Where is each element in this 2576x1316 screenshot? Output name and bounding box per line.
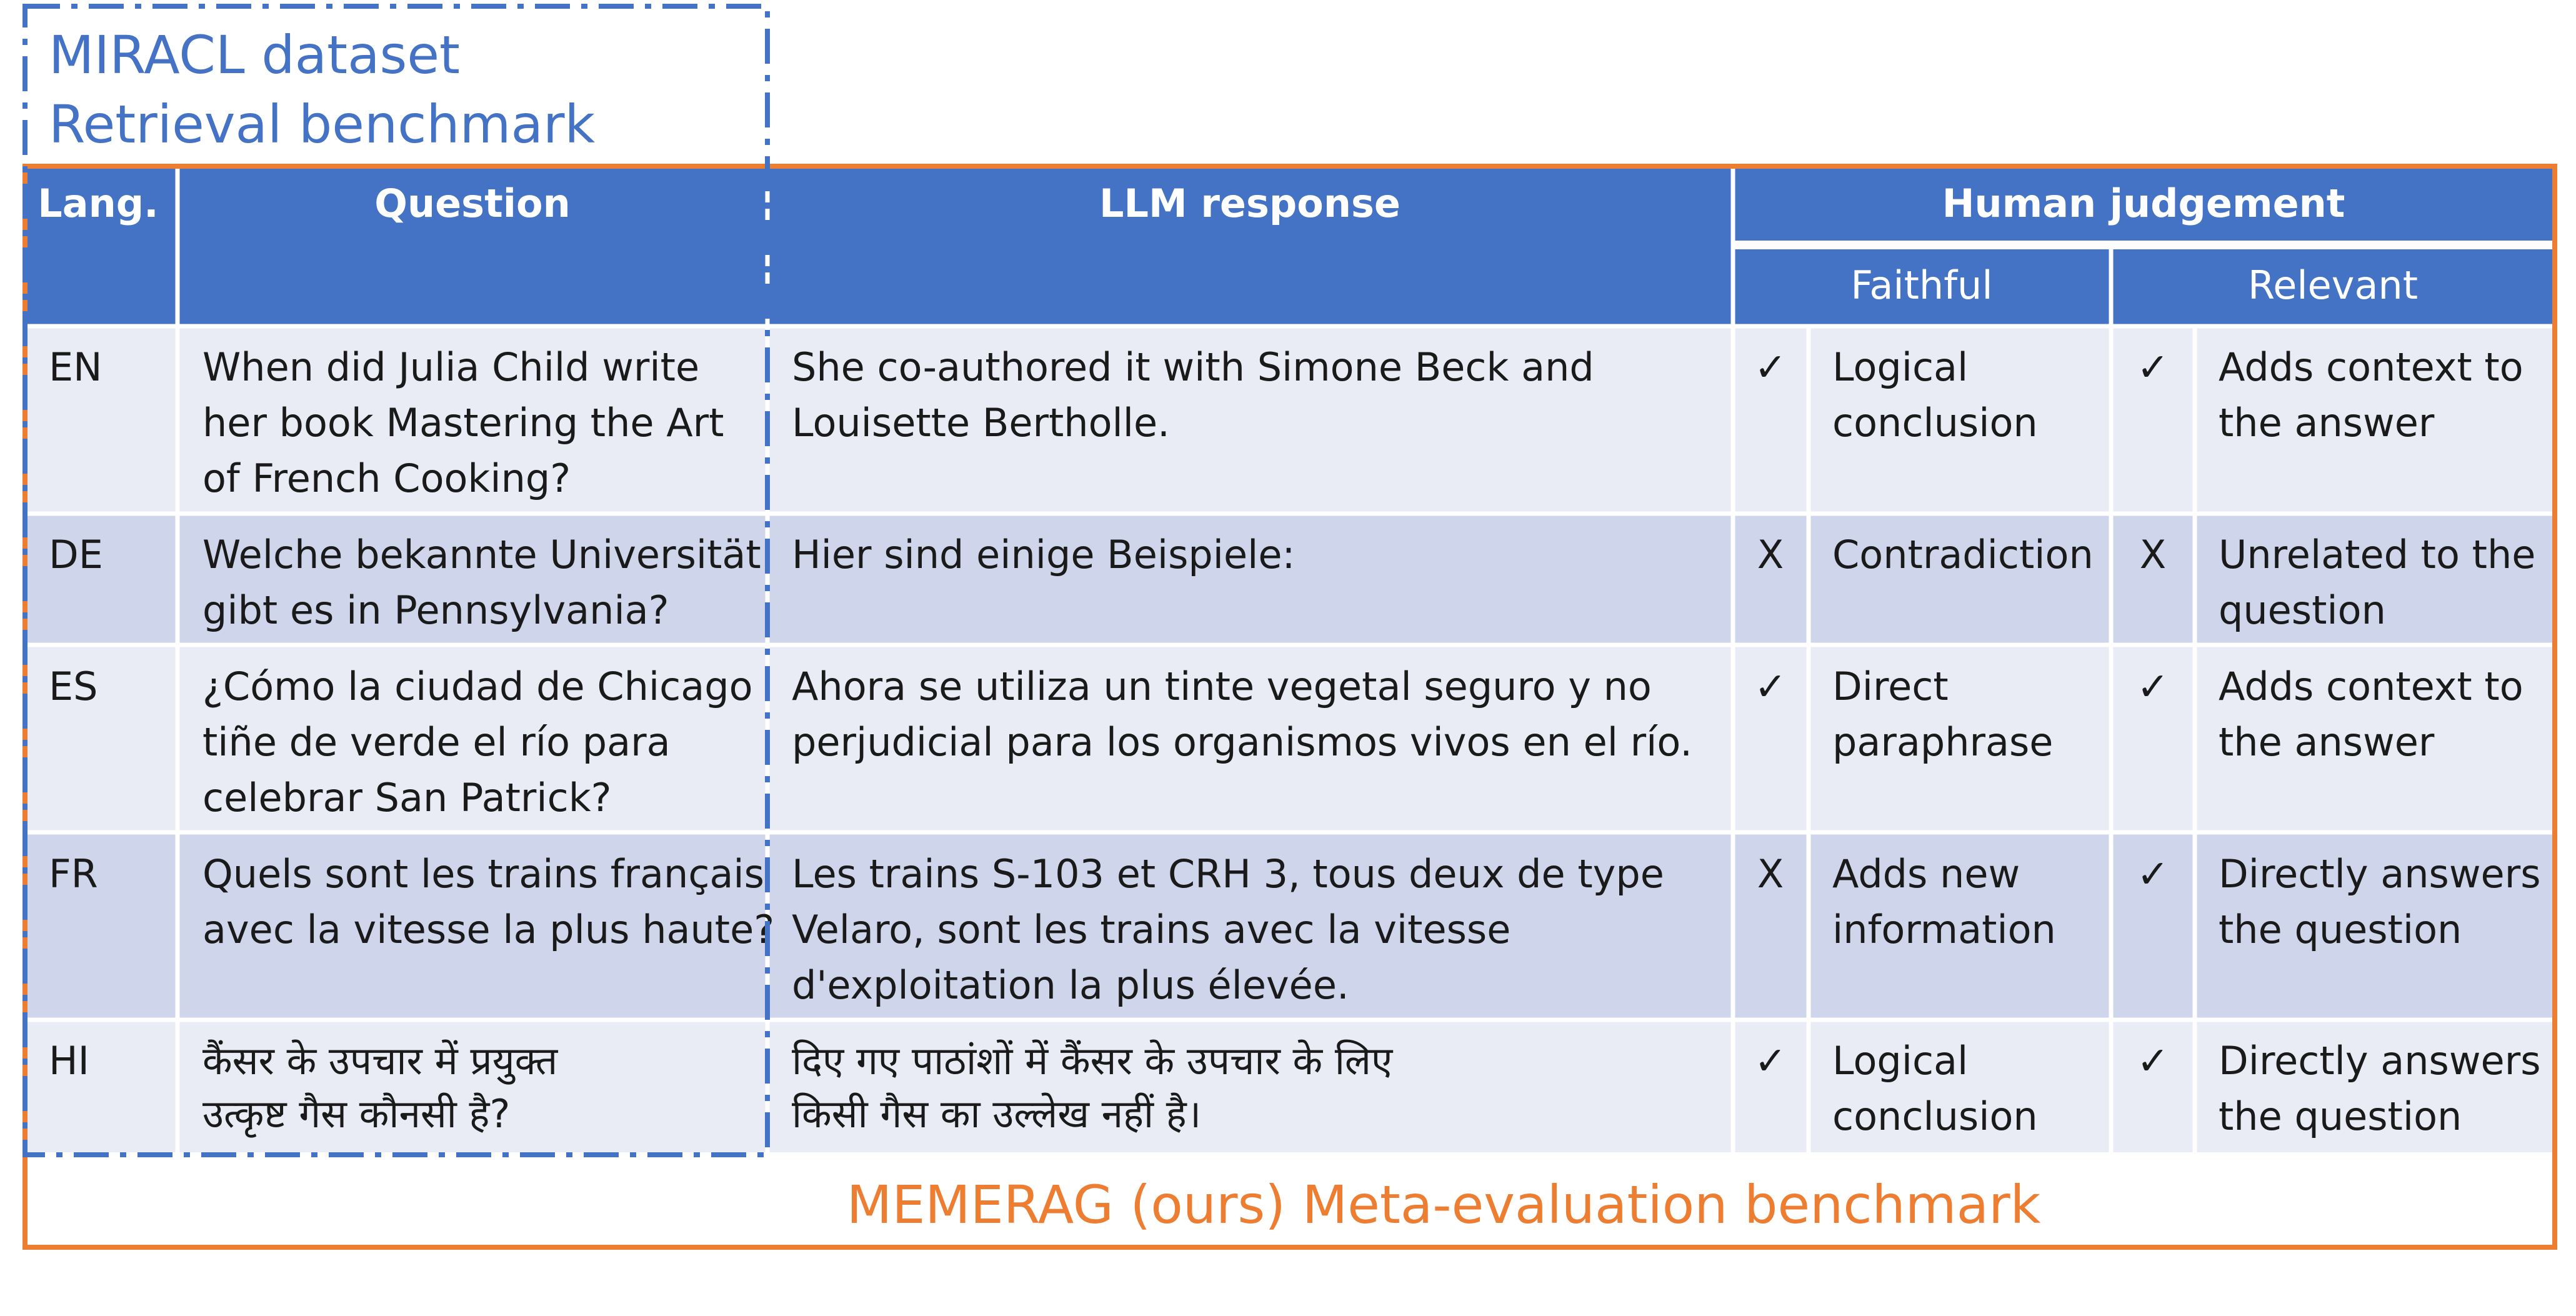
reason-line: Logical — [1832, 344, 1969, 390]
cell-lang: HI — [49, 1038, 89, 1084]
question-line: tiñe de verde el río para — [202, 719, 671, 765]
cell-lang: FR — [49, 851, 98, 897]
question-line: When did Julia Child write — [202, 344, 700, 390]
question-line: ¿Cómo la ciudad de Chicago — [202, 664, 753, 709]
reason-line: Adds new — [1832, 851, 2020, 897]
question-line: उत्कृष्ट गैस कौनसी है? — [202, 1091, 511, 1137]
question-line: Welche bekannte Universität — [202, 532, 761, 577]
question-line: Quels sont les trains français — [202, 851, 764, 897]
reason-line: question — [2219, 587, 2386, 633]
response-line: दिए गए पाठांशों में कैंसर के उपचार के लिए — [792, 1038, 1393, 1084]
reason-line: conclusion — [1832, 400, 2038, 446]
response-line: Les trains S-103 et CRH 3, tous deux de type — [792, 851, 1664, 897]
subheader-relevant: Relevant — [2247, 262, 2419, 308]
reason-line: the answer — [2219, 719, 2435, 765]
question-line: celebrar San Patrick? — [202, 775, 612, 820]
faithful-mark: ✓ — [1754, 1038, 1787, 1084]
reason-line: Direct — [1832, 664, 1949, 709]
response-line: She co-authored it with Simone Beck and — [792, 344, 1594, 390]
reason-line: Contradiction — [1832, 532, 2094, 577]
reason-line: paraphrase — [1832, 719, 2054, 765]
question-line: of French Cooking? — [202, 456, 571, 501]
faithful-mark: ✓ — [1754, 664, 1787, 709]
reason-line: conclusion — [1832, 1094, 2038, 1139]
response-line: d'exploitation la plus élevée. — [792, 962, 1349, 1008]
cell-lang: ES — [49, 664, 98, 709]
reason-line: Adds context to — [2219, 664, 2524, 709]
response-line: perjudicial para los organismos vivos en el río. — [792, 719, 1692, 765]
header-human-judgement: Human judgement — [1942, 181, 2345, 226]
question-line: कैंसर के उपचार में प्रयुक्त — [202, 1038, 558, 1084]
subheader-faithful: Faithful — [1850, 262, 1993, 308]
relevant-mark: ✓ — [2137, 664, 2169, 709]
response-line: Hier sind einige Beispiele: — [792, 532, 1295, 577]
reason-line: information — [1832, 907, 2056, 952]
relevant-mark: X — [2139, 532, 2167, 577]
response-line: Ahora se utiliza un tinte vegetal seguro y no — [792, 664, 1652, 709]
cell-lang: EN — [49, 344, 102, 390]
reason-line: the question — [2219, 1094, 2462, 1139]
question-line: gibt es in Pennsylvania? — [202, 587, 669, 633]
cell-lang: DE — [49, 532, 103, 577]
question-line: avec la vitesse la plus haute? — [202, 907, 775, 952]
response-line: Velaro, sont les trains avec la vitesse — [792, 907, 1511, 952]
response-line: Louisette Bertholle. — [792, 400, 1170, 446]
header-llm-response: LLM response — [1099, 181, 1400, 226]
reason-line: the answer — [2219, 400, 2435, 446]
relevant-mark: ✓ — [2137, 344, 2169, 390]
response-line: किसी गैस का उल्लेख नहीं है। — [792, 1091, 1202, 1137]
reason-line: Adds context to — [2219, 344, 2524, 390]
header-question: Question — [374, 181, 571, 226]
miracl-label-line2: Retrieval benchmark — [49, 94, 596, 155]
miracl-label-line1: MIRACL dataset — [49, 24, 460, 86]
reason-line: Unrelated to the — [2219, 532, 2536, 577]
relevant-mark: ✓ — [2137, 851, 2169, 897]
header-lang: Lang. — [37, 181, 159, 226]
reason-line: Logical — [1832, 1038, 1969, 1084]
faithful-mark: ✓ — [1754, 344, 1787, 390]
relevant-mark: ✓ — [2137, 1038, 2169, 1084]
faithful-reason — [1832, 532, 2094, 577]
cell-llm-response — [792, 532, 1295, 577]
faithful-mark: X — [1757, 851, 1784, 897]
reason-line: Directly answers — [2219, 851, 2541, 897]
reason-line: Directly answers — [2219, 1038, 2541, 1084]
memerag-caption: MEMERAG (ours) Meta-evaluation benchmark — [846, 1174, 2041, 1235]
reason-line: the question — [2219, 907, 2462, 952]
faithful-mark: X — [1757, 532, 1784, 577]
question-line: her book Mastering the Art — [202, 400, 724, 446]
